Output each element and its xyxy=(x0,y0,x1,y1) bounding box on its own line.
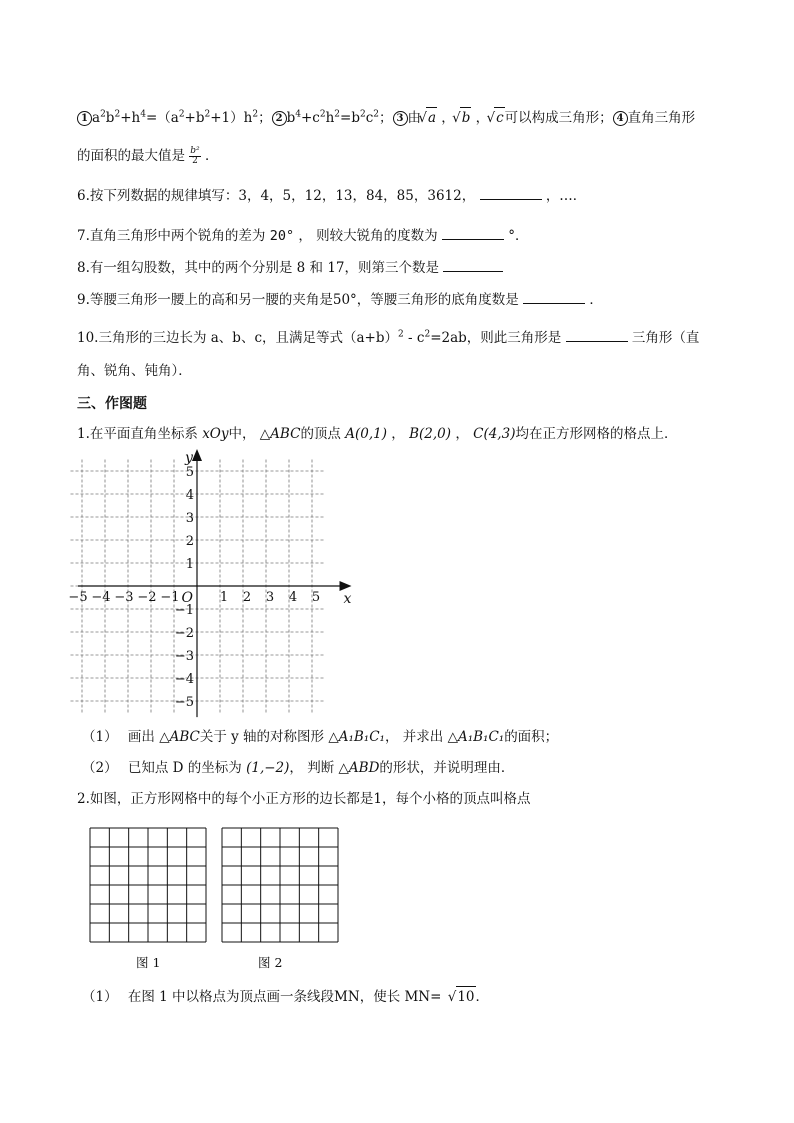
sqrt-10: √ 10 xyxy=(456,986,476,1007)
q1-sub1 xyxy=(82,727,558,747)
y-tick-label: 2 xyxy=(185,534,194,549)
problem10 xyxy=(77,327,699,348)
x-tick-label: 1 xyxy=(219,590,229,605)
y-tick-label: −3 xyxy=(174,649,194,664)
frac-den: 2 xyxy=(192,156,198,166)
text: 均在正方形网格的格点上． xyxy=(515,426,678,442)
text: △A₁B₁C₁ xyxy=(447,729,505,745)
problem6 xyxy=(77,185,586,206)
q1-text: 1.在平面直角坐标系 xOy中， △ABC的顶点 A(0,1) ， B(2,0) ， C(4,3)均在正方形网格的格点上． xyxy=(77,426,678,442)
x-tick-label: 2 xyxy=(242,590,252,605)
y-tick-label: −5 xyxy=(174,695,194,710)
section-title: 三、作图题 xyxy=(77,396,147,412)
text: +h xyxy=(120,110,141,126)
text: △ABC xyxy=(259,426,301,442)
y-tick-label: 4 xyxy=(185,488,194,503)
text: +b xyxy=(184,110,205,126)
text: xOy xyxy=(202,426,229,442)
text: 6.按下列数据的规律填写：3，4，5，12，13，84，85，3612， xyxy=(77,188,476,204)
text: 画出 xyxy=(127,729,155,745)
text: h xyxy=(325,110,335,126)
text: ，…． xyxy=(545,188,587,204)
answer-blank[interactable] xyxy=(523,289,585,304)
x-axis-label: x xyxy=(343,591,352,607)
y-tick-label: −2 xyxy=(174,626,194,641)
text: △A₁B₁C₁ xyxy=(328,729,385,745)
text: =（a xyxy=(145,110,179,126)
x-tick-label: −4 xyxy=(91,590,111,605)
answer-blank[interactable] xyxy=(480,185,542,200)
text: 9.等腰三角形一腰上的高和另一腰的夹角是50°，等腰三角形的底角度数是 xyxy=(77,292,519,308)
text: （1） xyxy=(82,729,118,745)
text: 8.有一组勾股数，其中的两个分别是 8 和 17，则第三个数是 xyxy=(77,260,440,276)
text: 关于 y 轴的对称图形 xyxy=(199,729,325,745)
text: 的面积的最大值是 xyxy=(77,148,185,164)
text: B(2,0) xyxy=(409,426,452,442)
text: （1） xyxy=(82,989,118,1005)
text: 直角三角形 xyxy=(627,110,696,126)
text: 已知点 D 的坐标为 xyxy=(127,760,242,776)
figure-2-caption: 图 2 xyxy=(258,955,283,970)
circle-number-4: 4 xyxy=(613,111,628,126)
text: +1）h xyxy=(210,110,253,126)
sqrt-a: √ a xyxy=(426,107,437,128)
sqrt-b: √ b xyxy=(460,107,471,128)
fraction xyxy=(189,147,200,166)
y-tick-label: −4 xyxy=(174,672,194,687)
coordinate-grid xyxy=(68,446,362,722)
square-grid-figure-1 xyxy=(89,827,207,943)
text: ． xyxy=(475,989,490,1005)
text: 2 xyxy=(424,329,431,340)
answer-blank[interactable] xyxy=(566,327,628,342)
q2-sub1 xyxy=(82,986,489,1007)
text: b xyxy=(286,110,296,126)
text: 10.三角形的三边长为 a、b、c，且满足等式（a+b） xyxy=(77,330,399,346)
x-tick-label: 4 xyxy=(288,590,298,605)
origin-label: O xyxy=(181,590,193,606)
sqrt-c: √ c xyxy=(494,107,504,128)
text: 在图 1 中以格点为顶点画一条线段MN，使长 MN= xyxy=(127,989,442,1005)
problem10-line2: 角、锐角、钝角）． xyxy=(77,363,192,379)
y-axis-arrow xyxy=(192,449,202,461)
text: ； xyxy=(379,110,393,126)
text: +c xyxy=(300,110,320,126)
answer-blank[interactable] xyxy=(442,225,504,240)
text: ， 并求出 xyxy=(384,729,444,745)
y-tick-label: 5 xyxy=(185,465,194,480)
problem8 xyxy=(77,257,503,278)
y-axis-label: y xyxy=(185,450,193,466)
text: =2ab，则此三角形是 xyxy=(430,330,562,346)
y-tick-label: 3 xyxy=(185,511,194,526)
text: C(4,3) xyxy=(473,426,516,442)
x-tick-label: 5 xyxy=(311,590,321,605)
circle-number-3: 3 xyxy=(393,111,408,126)
text: 三角形（直 xyxy=(631,330,700,346)
text: c xyxy=(365,110,374,126)
text: △ABC xyxy=(159,729,200,745)
text: 的顶点 xyxy=(300,426,341,442)
text: 由 xyxy=(407,110,422,126)
frac-num: b² xyxy=(190,146,200,156)
text: 1.在平面直角坐标系 xyxy=(77,426,198,442)
text: 20° xyxy=(269,228,295,244)
text: 可以构成三角形； xyxy=(504,110,613,126)
text: 的形状，并说明理由． xyxy=(379,760,515,776)
text: ． xyxy=(204,148,219,164)
text: =b xyxy=(340,110,360,126)
text: (1,−2) xyxy=(246,760,290,776)
text: - c xyxy=(408,330,425,346)
text: 7.直角三角形中两个锐角的差为 xyxy=(77,228,266,244)
text: ， 则较大锐角的度数为 xyxy=(298,228,438,244)
figure-1-caption: 图 1 xyxy=(136,955,161,970)
problem7 xyxy=(77,225,529,246)
text: °． xyxy=(508,228,529,244)
text: A(0,1) xyxy=(345,426,387,442)
x-tick-label: −3 xyxy=(114,590,134,605)
x-tick-label: −5 xyxy=(68,590,88,605)
text: ． xyxy=(589,292,603,308)
text: ， 判断 xyxy=(289,760,335,776)
text: （2） xyxy=(82,760,118,776)
text: 的面积； xyxy=(504,729,559,745)
q1-sub2 xyxy=(82,758,514,778)
q2-text: 2.如图，正方形网格中的每个小正方形的边长都是1，每个小格的顶点叫格点 xyxy=(77,791,531,807)
problem5-statements: 1 $a^2b^2+h^4=(a^2+b^2+1)h^2$； 2 $b^4+c^2h^2=b^2c^2$； 3 由 √ a ， √ b ， √ c可以构成三角形； 4 直角三角形 xyxy=(77,107,695,128)
square-grid-figure-2 xyxy=(221,827,339,943)
problem9 xyxy=(77,289,603,310)
problem5-line2 xyxy=(77,146,218,166)
text: 2 xyxy=(398,329,404,340)
x-tick-label: −2 xyxy=(137,590,157,605)
text: 中， xyxy=(228,426,256,442)
x-axis-arrow xyxy=(340,581,352,591)
x-tick-label: −1 xyxy=(160,590,180,605)
y-tick-label: −1 xyxy=(174,603,194,618)
circle-number-2: 2 xyxy=(272,111,287,126)
text: a xyxy=(92,110,101,126)
circle-number-1: 1 xyxy=(77,111,92,126)
text: b xyxy=(105,110,115,126)
text: ； xyxy=(258,110,272,126)
answer-blank[interactable] xyxy=(443,257,503,272)
text: △ABD xyxy=(338,760,380,776)
x-tick-label: 3 xyxy=(265,590,275,605)
y-tick-label: 1 xyxy=(185,557,194,572)
